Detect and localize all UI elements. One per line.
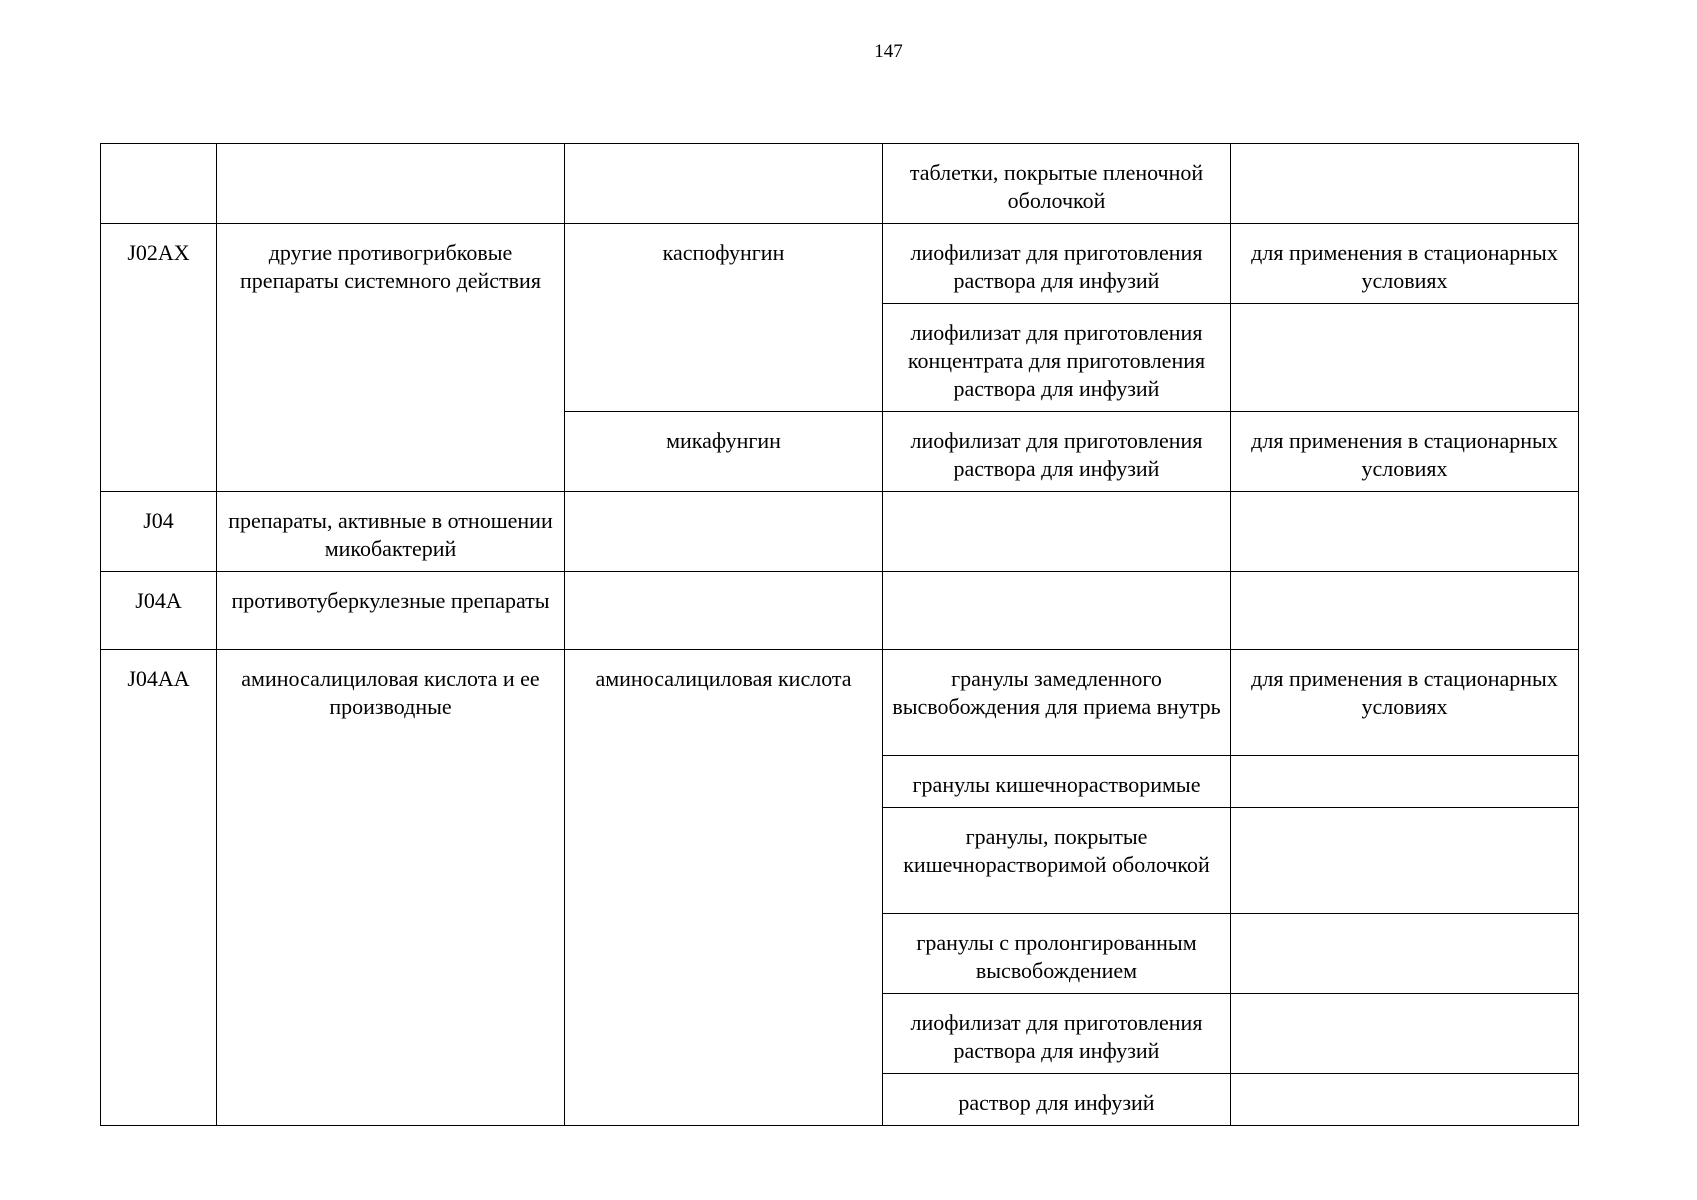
note-cell [1231, 994, 1579, 1074]
form-cell: лиофилизат для приготовления концентрата для приготовления раствора для инфузий [883, 304, 1231, 412]
group-cell: другие противогрибковые препараты системного действия [217, 224, 565, 492]
drug-cell: каспофунгин [565, 224, 883, 412]
form-cell: гранулы кишечнорастворимые [883, 756, 1231, 808]
note-cell: для применения в стационарных условиях [1231, 412, 1579, 492]
drug-cell [565, 572, 883, 650]
note-cell: для применения в стационарных условиях [1231, 650, 1579, 756]
group-cell: препараты, активные в отношении микобактерий [217, 492, 565, 572]
code-cell [101, 144, 217, 224]
form-cell: лиофилизат для приготовления раствора для инфузий [883, 994, 1231, 1074]
code-cell: J04A [101, 572, 217, 650]
group-cell [217, 144, 565, 224]
code-cell: J04AA [101, 650, 217, 1126]
note-cell [1231, 144, 1579, 224]
note-cell: для применения в стационарных условиях [1231, 224, 1579, 304]
drug-cell: аминосалициловая кислота [565, 650, 883, 1126]
group-cell: аминосалициловая кислота и ее производные [217, 650, 565, 1126]
table-row [101, 224, 1579, 304]
form-cell: лиофилизат для приготовления раствора для инфузий [883, 412, 1231, 492]
note-cell [1231, 572, 1579, 650]
table-row [101, 492, 1579, 572]
form-cell: гранулы, покрытые кишечнорастворимой оболочкой [883, 808, 1231, 914]
form-cell: гранулы с пролонгированным высвобождением [883, 914, 1231, 994]
code-cell: J02AX [101, 224, 217, 492]
note-cell [1231, 914, 1579, 994]
note-cell [1231, 1074, 1579, 1126]
note-cell [1231, 492, 1579, 572]
drug-cell: микафунгин [565, 412, 883, 492]
form-cell [883, 572, 1231, 650]
group-cell: противотуберкулезные препараты [217, 572, 565, 650]
table-row [101, 650, 1579, 756]
note-cell [1231, 808, 1579, 914]
table-row [101, 144, 1579, 224]
drug-cell [565, 144, 883, 224]
note-cell [1231, 304, 1579, 412]
form-cell: лиофилизат для приготовления раствора для инфузий [883, 224, 1231, 304]
form-cell: гранулы замедленного высвобождения для приема внутрь [883, 650, 1231, 756]
form-cell: таблетки, покрытые пленочной оболочкой [883, 144, 1231, 224]
code-cell: J04 [101, 492, 217, 572]
page-number: 147 [874, 41, 903, 62]
form-cell [883, 492, 1231, 572]
table-row [101, 572, 1579, 650]
drug-table [100, 143, 1579, 1126]
drug-cell [565, 492, 883, 572]
note-cell [1231, 756, 1579, 808]
form-cell: раствор для инфузий [883, 1074, 1231, 1126]
